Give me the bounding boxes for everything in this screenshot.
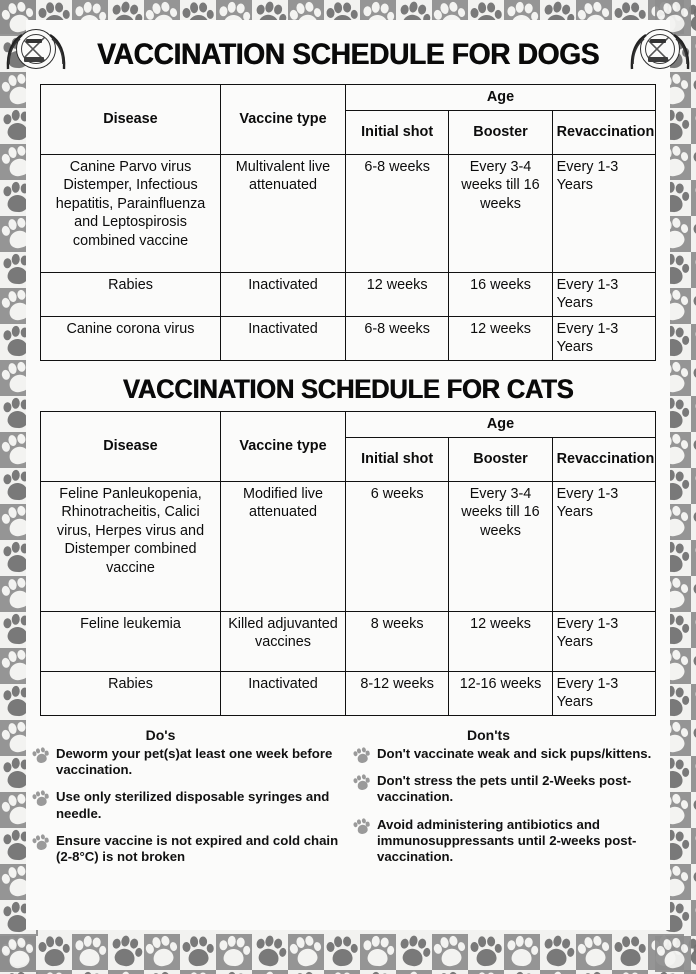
paw-print-icon <box>504 970 540 974</box>
paw-print-icon <box>0 936 36 972</box>
paw-print-icon <box>691 792 696 828</box>
paw-print-icon <box>180 970 216 974</box>
paw-print-icon <box>468 934 504 970</box>
cell-vaccine-type: Multivalent live attenuated <box>221 155 346 273</box>
cell-revaccination: Every 1-3 Years <box>552 481 655 611</box>
paw-print-icon <box>324 934 360 970</box>
paw-print-icon <box>396 934 432 970</box>
wheat-sheaf-icon <box>46 33 68 73</box>
paw-print-icon <box>691 612 696 648</box>
cell-disease: Canine Parvo virus Distemper, Infectious hepatitis, Parainfluenza and Leptospirosis combined vaccine <box>41 155 221 273</box>
cell-vaccine-type: Inactivated <box>221 316 346 360</box>
paw-print-icon <box>691 216 696 252</box>
paw-print-icon <box>72 934 108 970</box>
cell-revaccination: Every 1-3 Years <box>552 155 655 273</box>
donts-text: Don't stress the pets until 2-Weeks post-vaccination. <box>377 772 632 805</box>
cell-disease: Rabies <box>41 671 221 715</box>
wheat-sheaf-icon <box>628 33 650 73</box>
paw-print-icon <box>432 934 468 970</box>
cell-vaccine-type: Modified live attenuated <box>221 481 346 611</box>
table-row <box>41 316 656 360</box>
cell-disease: Rabies <box>41 273 221 317</box>
tips-section <box>26 727 670 877</box>
paw-print-icon <box>691 720 696 756</box>
table-header-row <box>41 411 656 437</box>
paw-print-icon <box>576 970 612 974</box>
dogs-header <box>26 30 670 80</box>
university-seal-icon <box>5 27 67 83</box>
cell-revaccination: Every 1-3 Years <box>552 611 655 671</box>
paw-print-icon <box>691 540 696 576</box>
cell-revaccination: Every 1-3 Years <box>552 316 655 360</box>
table-row <box>41 671 656 715</box>
col-header-initial-shot: Initial shot <box>346 111 449 155</box>
paw-print-icon <box>144 970 180 974</box>
paw-bullet-icon <box>351 816 371 836</box>
paw-print-icon <box>36 934 72 970</box>
donts-text: Don't vaccinate weak and sick pups/kittens. <box>377 745 652 761</box>
dogs-vaccination-table <box>40 84 656 361</box>
col-header-disease: Disease <box>41 411 221 481</box>
paw-print-icon <box>691 828 696 864</box>
paw-print-icon <box>540 934 576 970</box>
paw-print-icon <box>691 504 696 540</box>
paw-print-icon <box>288 934 324 970</box>
paw-print-icon <box>108 970 144 974</box>
paw-print-icon <box>144 934 180 970</box>
paw-print-icon <box>396 970 432 974</box>
col-header-age: Age <box>346 411 656 437</box>
paw-print-icon <box>36 970 72 974</box>
col-header-age: Age <box>346 85 656 111</box>
donts-column <box>353 727 664 877</box>
cell-vaccine-type: Inactivated <box>221 273 346 317</box>
paw-print-icon <box>468 970 504 974</box>
paw-print-icon <box>360 934 396 970</box>
table-row <box>41 611 656 671</box>
page-title-cats: VACCINATION SCHEDULE FOR CATS <box>122 373 574 404</box>
col-header-vaccine-type: Vaccine type <box>221 85 346 155</box>
wheat-sheaf-icon <box>4 33 26 73</box>
paw-print-icon <box>691 936 696 972</box>
cell-booster: 12-16 weeks <box>449 671 552 715</box>
dos-column <box>32 727 343 877</box>
paw-print-icon <box>540 970 576 974</box>
paw-print-icon <box>691 756 696 792</box>
paw-bullet-icon <box>30 745 50 765</box>
list-item <box>353 773 664 806</box>
cell-booster: 16 weeks <box>449 273 552 317</box>
cell-initial-shot: 8-12 weeks <box>346 671 449 715</box>
cell-initial-shot: 6-8 weeks <box>346 316 449 360</box>
paw-print-icon <box>612 934 648 970</box>
paw-print-icon <box>612 970 648 974</box>
paw-print-icon <box>216 934 252 970</box>
paw-print-icon <box>691 432 696 468</box>
cell-booster: 12 weeks <box>449 611 552 671</box>
list-item <box>353 746 664 762</box>
cell-disease: Feline Panleukopenia, Rhinotracheitis, Calici virus, Herpes virus and Distemper combined vaccine <box>41 481 221 611</box>
paw-print-icon <box>691 900 696 936</box>
col-header-vaccine-type: Vaccine type <box>221 411 346 481</box>
paw-print-icon <box>691 648 696 684</box>
cell-initial-shot: 8 weeks <box>346 611 449 671</box>
list-item <box>353 817 664 866</box>
wheat-sheaf-icon <box>670 33 692 73</box>
paw-print-icon <box>691 684 696 720</box>
list-item <box>32 833 343 866</box>
paw-print-icon <box>108 934 144 970</box>
paw-print-icon <box>655 936 691 972</box>
paw-print-icon <box>691 468 696 504</box>
paw-bullet-icon <box>30 789 50 809</box>
cell-initial-shot: 6-8 weeks <box>346 155 449 273</box>
paw-print-icon <box>288 970 324 974</box>
table-row <box>41 273 656 317</box>
paw-print-icon <box>216 970 252 974</box>
cell-disease: Canine corona virus <box>41 316 221 360</box>
paw-print-icon <box>432 970 468 974</box>
dos-text: Ensure vaccine is not expired and cold chain (2-8°C) is not broken <box>56 833 339 865</box>
paw-print-icon <box>72 970 108 974</box>
paw-print-icon <box>252 970 288 974</box>
paw-print-icon <box>691 576 696 612</box>
paw-border-bottom <box>0 934 696 974</box>
paw-print-icon <box>691 144 696 180</box>
paw-print-icon <box>691 324 696 360</box>
col-header-revaccination: Revaccination <box>552 111 655 155</box>
cell-booster: Every 3-4 weeks till 16 weeks <box>449 481 552 611</box>
cell-revaccination: Every 1-3 Years <box>552 671 655 715</box>
col-header-revaccination: Revaccination <box>552 437 655 481</box>
table-row <box>41 155 656 273</box>
paw-print-icon <box>252 934 288 970</box>
donts-text: Avoid administering antibiotics and immunosuppressants until 2-weeks post-vaccination. <box>377 816 637 865</box>
dos-heading: Do's <box>145 726 176 743</box>
cell-vaccine-type: Killed adjuvanted vaccines <box>221 611 346 671</box>
paw-print-icon <box>691 252 696 288</box>
cell-vaccine-type: Inactivated <box>221 671 346 715</box>
donts-heading: Don'ts <box>467 726 510 743</box>
table-row <box>41 481 656 611</box>
paw-print-icon <box>180 934 216 970</box>
table-header-row <box>41 85 656 111</box>
cell-initial-shot: 12 weeks <box>346 273 449 317</box>
poster-content <box>26 20 670 930</box>
paw-bullet-icon <box>351 745 371 765</box>
dos-text: Use only sterilized disposable syringes and needle. <box>56 789 330 821</box>
cats-vaccination-table <box>40 411 656 716</box>
cell-initial-shot: 6 weeks <box>346 481 449 611</box>
paw-print-icon <box>691 288 696 324</box>
list-item <box>32 789 343 822</box>
paw-print-icon <box>691 864 696 900</box>
cell-booster: Every 3-4 weeks till 16 weeks <box>449 155 552 273</box>
col-header-booster: Booster <box>449 437 552 481</box>
page-title-dogs: VACCINATION SCHEDULE FOR DOGS <box>97 38 599 71</box>
paw-print-icon <box>691 0 696 36</box>
paw-print-icon <box>504 934 540 970</box>
paw-print-icon <box>691 180 696 216</box>
paw-bullet-icon <box>351 772 371 792</box>
col-header-initial-shot: Initial shot <box>346 437 449 481</box>
paw-print-icon <box>324 970 360 974</box>
cats-table-wrapper <box>26 411 670 716</box>
paw-bullet-icon <box>30 832 50 852</box>
cell-booster: 12 weeks <box>449 316 552 360</box>
cell-revaccination: Every 1-3 Years <box>552 273 655 317</box>
cell-disease: Feline leukemia <box>41 611 221 671</box>
paw-print-icon <box>691 108 696 144</box>
dogs-table-wrapper <box>26 84 670 361</box>
paw-print-icon <box>691 360 696 396</box>
paw-print-icon <box>36 936 38 972</box>
paw-print-icon <box>691 396 696 432</box>
paw-print-icon <box>360 970 396 974</box>
university-seal-icon <box>629 27 691 83</box>
list-item <box>32 746 343 779</box>
paw-print-icon <box>576 934 612 970</box>
paw-print-icon <box>691 72 696 108</box>
col-header-disease: Disease <box>41 85 221 155</box>
dos-text: Deworm your pet(s)at least one week before vaccination. <box>56 745 333 777</box>
col-header-booster: Booster <box>449 111 552 155</box>
